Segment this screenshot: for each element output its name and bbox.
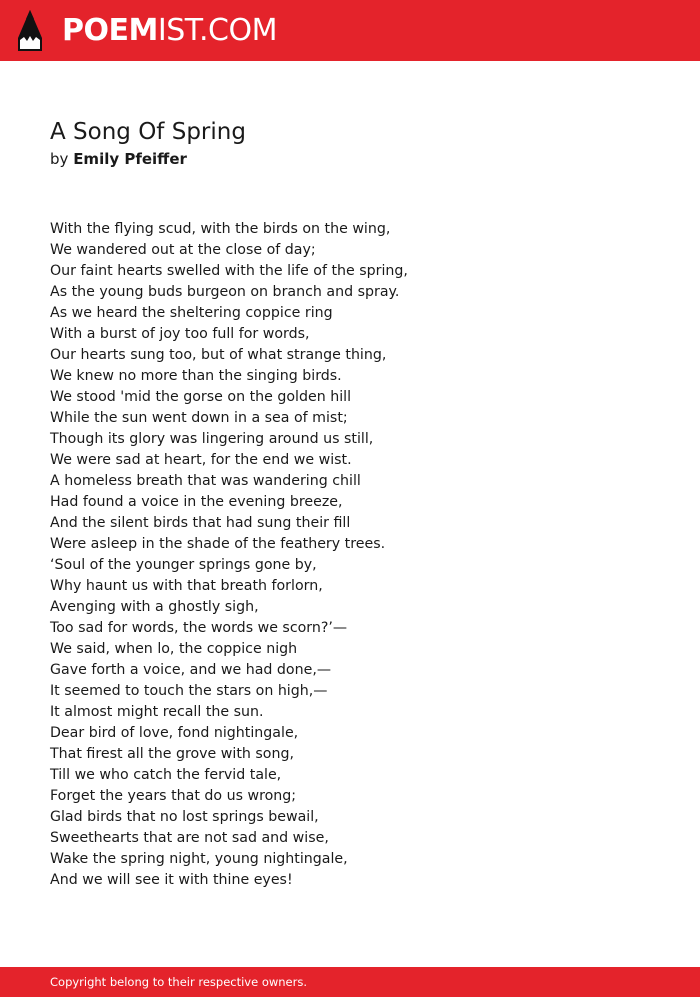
poem-title: A Song Of Spring (50, 119, 246, 145)
poem-line: As we heard the sheltering coppice ring (50, 305, 333, 321)
poem-line: Had found a voice in the evening breeze, (50, 494, 343, 510)
poem-line: We stood 'mid the gorse on the golden hill (50, 389, 352, 405)
poem-line: Dear bird of love, fond nightingale, (50, 725, 299, 741)
poem-line: Why haunt us with that breath forlorn, (50, 578, 323, 594)
poem-line: It almost might recall the sun. (50, 704, 264, 720)
poem-line: And we will see it with thine eyes! (50, 872, 293, 888)
byline (50, 149, 187, 169)
poem-line: Gave forth a voice, and we had done,— (50, 662, 332, 678)
by-label: by (50, 150, 69, 168)
poem-line: With the flying scud, with the birds on the wing, (50, 221, 391, 237)
poem-line: ‘Soul of the younger springs gone by, (50, 557, 317, 573)
site-header (0, 0, 700, 61)
poem-line: Too sad for words, the words we scorn?’— (50, 620, 348, 636)
poem-line: We knew no more than the singing birds. (50, 368, 342, 384)
poem-line: We said, when lo, the coppice nigh (50, 641, 298, 657)
poem-line: As the young buds burgeon on branch and spray. (50, 284, 400, 300)
poem-line: Sweethearts that are not sad and wise, (50, 830, 329, 846)
brand-name-bold: POEM (62, 13, 158, 48)
author-name: Emily Pfeiffer (73, 150, 187, 168)
poem-line: Wake the spring night, young nightingale, (50, 851, 348, 867)
poem-line: And the silent birds that had sung their fill (50, 515, 351, 531)
site-logo[interactable] (62, 12, 277, 50)
poem-line: We wandered out at the close of day; (50, 242, 316, 258)
poem-line: While the sun went down in a sea of mist; (50, 410, 348, 426)
copyright-notice: Copyright belong to their respective owners. (50, 975, 308, 989)
poem-line: Avenging with a ghostly sigh, (50, 599, 259, 615)
poem-body (50, 219, 408, 891)
poem-line: Our faint hearts swelled with the life of the spring, (50, 263, 408, 279)
site-footer (0, 967, 700, 997)
poem-line: A homeless breath that was wandering chill (50, 473, 361, 489)
poem-line: It seemed to touch the stars on high,— (50, 683, 328, 699)
poem-line: Forget the years that do us wrong; (50, 788, 297, 804)
brand-name-light: IST.COM (157, 13, 277, 48)
poem-line: That firest all the grove with song, (50, 746, 294, 762)
poem-line: Glad birds that no lost springs bewail, (50, 809, 319, 825)
poem-line: Till we who catch the fervid tale, (50, 767, 282, 783)
pencil-tip-icon (18, 10, 42, 51)
poem-line: Though its glory was lingering around us still, (50, 431, 374, 447)
poem-line: With a burst of joy too full for words, (50, 326, 310, 342)
poem-line: Our hearts sung too, but of what strange thing, (50, 347, 387, 363)
poem-line: We were sad at heart, for the end we wist. (50, 452, 352, 468)
poem-line: Were asleep in the shade of the feathery trees. (50, 536, 386, 552)
